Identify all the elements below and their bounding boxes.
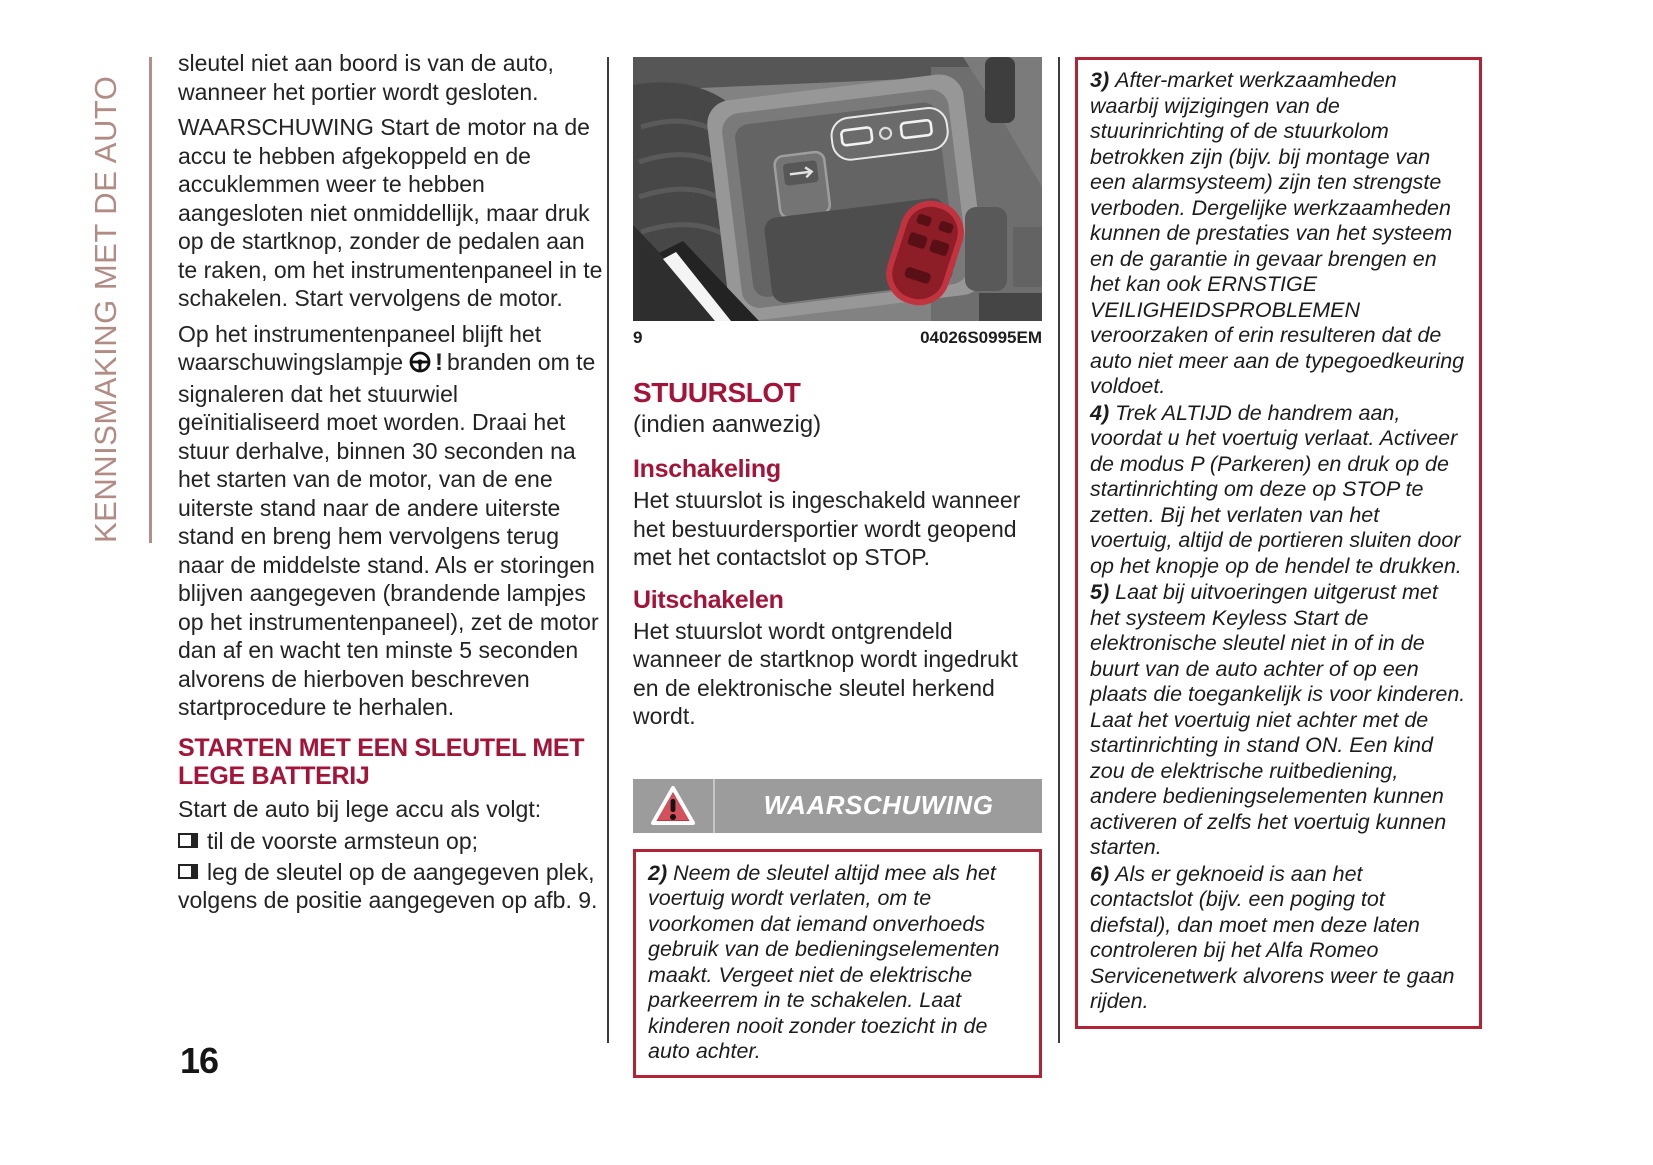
- paragraph-text: branden om te signaleren dat het stuurwiel geïnitialiseerd moet worden. Draai het stuur derhalve, binnen 30 seconden na het starten van de motor, van de ene uiterste stand naar de andere uiterste stand en breng hem vervolgens terug naar de middelste stand. Als er storingen blijven aangegeven (brandende lampjes op het instrumentenpaneel), zet de motor dan af en wacht ten minste 5 seconden alvorens de hierboven beschreven startprocedure te herhalen.: [178, 349, 599, 720]
- note-item: [1090, 862, 1467, 1015]
- paragraph: WAARSCHUWING Start de motor na de accu te hebben afgekoppeld en de accuklemmen weer te hebben aangesloten niet onmiddellijk, maar druk op de startknop, zonder de pedalen aan te raken, om het instrumentenpaneel in te schakelen. Start vervolgens de motor.: [178, 114, 603, 311]
- note-text: Trek ALTIJD de handrem aan, voordat u het voertuig verlaat. Activeer de modus P (Parkeren) en druk op de startinrichting om deze op STOP te zetten. Bij het verlaten van het voertuig, altijd de portieren sluiten door op het knopje op de hendel te drukken.: [1090, 400, 1462, 578]
- note-item: [648, 861, 1027, 1065]
- figure-console-photo: [633, 57, 1042, 321]
- note-text: Laat bij uitvoeringen uitgerust met het systeem Keyless Start de elektronische sleutel niet in of in de buurt van de auto achter of op een plaats die toegankelijk is voor kinderen. Laat het voertuig niet achter met de startinrichting in stand ON. Een kind zou de elektrische ruitbediening, andere bedieningselementen kunnen activeren of zelfs het voertuig kunnen starten.: [1090, 580, 1466, 859]
- note-number: 4): [1090, 400, 1110, 425]
- subsection-heading: Inschakeling: [633, 455, 781, 483]
- figure-number: 9: [633, 328, 643, 347]
- warning-banner: [633, 779, 1042, 833]
- note-number: 3): [1090, 68, 1110, 92]
- paragraph: Start de auto bij lege accu als volgt:: [178, 795, 542, 822]
- paragraph-text: Op het instrumentenpaneel blijft het waarschuwingslampje: [178, 320, 542, 375]
- page-number: 16: [180, 1040, 219, 1081]
- note-item: [1090, 401, 1467, 580]
- note-number: 6): [1090, 861, 1110, 886]
- note-number: 2): [648, 860, 668, 885]
- figure-code: 04026S0995EM: [920, 328, 1042, 347]
- figure-caption: [633, 328, 1042, 348]
- list-item: [178, 858, 606, 915]
- note-text: Als er geknoeid is aan het contactslot (bijv. een poging tot diefstal), dan moet men deze laten controleren bij het Alfa Romeo Servicenetwerk alvorens weer te gaan rijden.: [1090, 861, 1455, 1013]
- chapter-title-vertical: KENNISMAKING MET DE AUTO: [88, 75, 123, 543]
- list-item-text: til de voorste armsteun op;: [207, 828, 479, 854]
- legal-notes-box: [1075, 57, 1482, 1029]
- warning-banner-label: WAARSCHUWING: [763, 790, 994, 820]
- note-text: After-market werkzaamheden waarbij wijzigingen van de stuurinrichting of de stuurkolom betrokken zijn (bijv. bij montage van een alarmsysteem) zijn ten strengste verboden. Dergelijke werkzaamheden kunnen de prestaties van het systeem en de garantie in gevaar brengen en het kan ook ERNSTIGE VEILIGHEIDSPROBLEMEN veroorzaken of erin resulteren dat de auto niet meer aan de typegoedkeuring voldoet.: [1090, 68, 1465, 398]
- column-2: [633, 57, 1042, 1078]
- paragraph: sleutel niet aan boord is van de auto, wanneer het portier wordt gesloten.: [178, 50, 554, 105]
- steering-lock-warning-lamp-icon: [409, 351, 433, 380]
- exclamation-mark: !: [435, 349, 443, 376]
- list-item-text: leg de sleutel op de aangegeven plek, volgens de positie aangegeven op afb. 9.: [178, 858, 598, 913]
- paragraph: Het stuurslot wordt ontgrendeld wanneer de startknop wordt ingedrukt en de elektronische sleutel herkend wordt.: [633, 617, 1018, 729]
- title-qualifier: (indien aanwezig): [633, 411, 822, 438]
- column-1: [178, 49, 606, 917]
- section-heading: STARTEN MET EEN SLEUTEL MET LEGE BATTERIJ: [178, 733, 585, 790]
- note-item: [1090, 68, 1467, 400]
- list-item: [178, 827, 606, 856]
- column-separator-2: [1058, 57, 1060, 1043]
- page-title: STUURSLOT: [633, 377, 801, 408]
- warning-triangle-icon: [633, 779, 715, 833]
- note-number: 5): [1090, 580, 1110, 604]
- square-bullet-icon: [178, 864, 198, 879]
- paragraph: [178, 320, 606, 722]
- paragraph: Het stuurslot is ingeschakeld wanneer het bestuurdersportier wordt geopend met het contactslot op STOP.: [633, 487, 1021, 570]
- note-item: [1090, 580, 1467, 861]
- warning-note-box: [633, 849, 1042, 1078]
- subsection-heading: Uitschakelen: [633, 585, 784, 614]
- column-separator-1: [607, 57, 609, 1043]
- note-text: Neem de sleutel altijd mee als het voertuig wordt verlaten, om te voorkomen dat iemand onverhoeds gebruik van de bedieningselementen maakt. Vergeet niet de elektrische parkeerrem in te schakelen. Laat kinderen nooit zonder toezicht in de auto achter.: [648, 860, 1000, 1063]
- square-bullet-icon: [178, 833, 198, 848]
- chapter-rule: [149, 57, 152, 543]
